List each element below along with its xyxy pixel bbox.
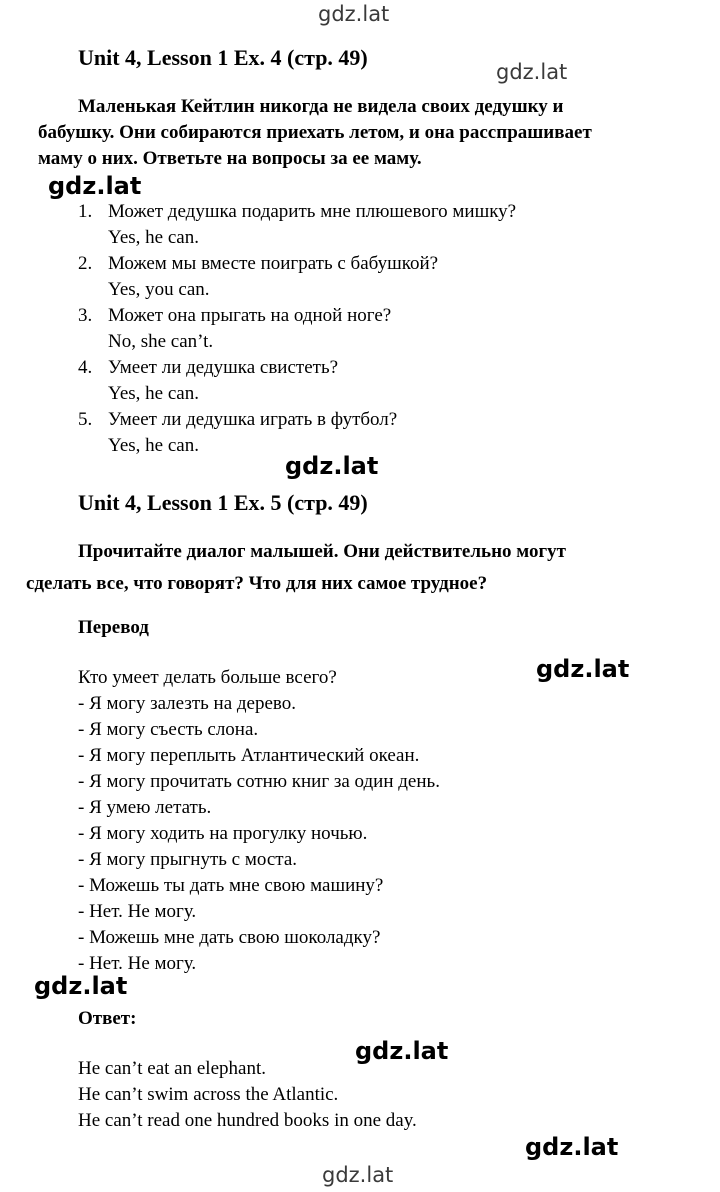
answer-line: He can’t swim across the Atlantic. [78,1084,339,1105]
dialog-line: - Нет. Не могу. [78,953,197,974]
watermark: gdz.lat [322,1163,394,1187]
item-question: Можем мы вместе поиграть с бабушкой? [108,253,439,274]
exercise-4-heading: Unit 4, Lesson 1 Ex. 4 (стр. 49) [78,45,368,70]
answer-label: Ответ: [78,1008,137,1029]
item-answer: Yes, you can. [108,279,210,300]
item-number: 4. [78,357,93,378]
item-number: 2. [78,253,93,274]
watermark: gdz.lat [48,172,142,200]
list-item [78,355,338,381]
dialog-line: - Я могу съесть слона. [78,719,259,740]
exercise-4-instruction-line: Маленькая Кейтлин никогда не видела своих дедушку и [78,96,564,117]
watermark: gdz.lat [318,2,390,26]
watermark: gdz.lat [536,655,630,683]
watermark: gdz.lat [285,452,379,480]
dialog-line: - Я умею летать. [78,797,212,818]
list-item [78,199,516,225]
dialog-line: - Я могу ходить на прогулку ночью. [78,823,368,844]
item-question: Может дедушка подарить мне плюшевого мишку? [108,201,517,222]
list-item [78,407,397,433]
item-answer: Yes, he can. [108,227,199,248]
list-item [78,251,438,277]
list-item [78,303,391,329]
item-number: 5. [78,409,93,430]
dialog-line: Кто умеет делать больше всего? [78,667,337,688]
dialog-line: - Я могу прыгнуть с моста. [78,849,298,870]
watermark: gdz.lat [34,972,128,1000]
watermark: gdz.lat [496,60,568,84]
dialog-line: - Можешь мне дать свою шоколадку? [78,927,381,948]
item-question: Умеет ли дедушка свистеть? [108,357,339,378]
dialog-line: - Можешь ты дать мне свою машину? [78,875,384,896]
dialog-line: - Я могу переплыть Атлантический океан. [78,745,420,766]
watermark: gdz.lat [355,1037,449,1065]
answer-line: He can’t eat an elephant. [78,1058,266,1079]
dialog-line: - Я могу прочитать сотню книг за один день. [78,771,440,792]
item-answer: Yes, he can. [108,435,199,456]
watermark: gdz.lat [525,1133,619,1161]
item-answer: Yes, he can. [108,383,199,404]
item-number: 3. [78,305,93,326]
item-number: 1. [78,201,93,222]
exercise-5-instruction-line: Прочитайте диалог малышей. Они действительно могут [78,541,566,562]
exercise-5-instruction-line: сделать все, что говорят? Что для них самое трудное? [26,573,488,594]
item-question: Умеет ли дедушка играть в футбол? [108,409,398,430]
translation-label: Перевод [78,617,149,638]
dialog-line: - Нет. Не могу. [78,901,197,922]
dialog-line: - Я могу залезть на дерево. [78,693,297,714]
exercise-4-instruction-line: бабушку. Они собираются приехать летом, и она расспрашивает [38,122,592,143]
exercise-5-heading: Unit 4, Lesson 1 Ex. 5 (стр. 49) [78,490,368,515]
exercise-4-instruction-line: маму о них. Ответьте на вопросы за ее маму. [38,148,422,169]
item-answer: No, she can’t. [108,331,214,352]
item-question: Может она прыгать на одной ноге? [108,305,392,326]
answer-line: He can’t read one hundred books in one day. [78,1110,417,1131]
